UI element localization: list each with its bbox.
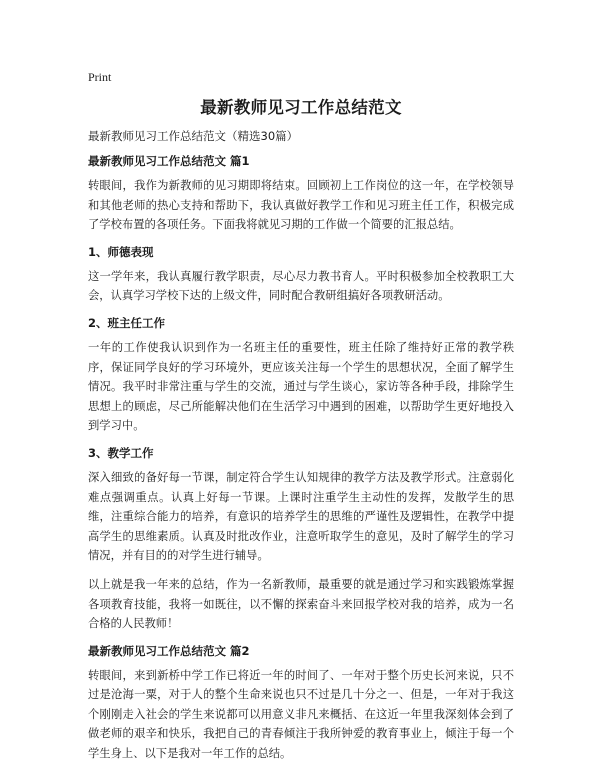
paragraph: 转眼间，来到新桥中学工作已将近一年的时间了、一年对于整个历史长河来说，只不过是沧海一粟，对于人的整个生命来说也只不过是几十分之一、但是，一年对于我这个刚刚走入社会的学生来说都可以用意义非凡来概括、在这近一年里我深刻体会到了做老师的艰辛和快乐，我把自己的青春倾注于我所钟爱的教育事业上，倾注于每一个学生身上、以下是我对一年工作的总结。	[88, 668, 514, 761]
paragraph: 转眼间，我作为新教师的见习期即将结束。回顾初上工作岗位的这一年，在学校领导和其他老师的热心支持和帮助下，我认真做好教学工作和见习班主任工作，积极完成了学校布置的各项任务。下面我将就见习期的工作做一个简要的汇报总结。	[88, 179, 514, 232]
section-heading: 2、班主任工作	[88, 315, 166, 330]
section-heading: 3、教学工作	[88, 445, 154, 460]
paragraph: 以上就是我一年来的总结，作为一名新教师，最重要的就是通过学习和实践锻炼掌握各项教育技能，我将一如既往，以不懈的探索奋斗来回报学校对我的培养，成为一名合格的人民教师！	[88, 577, 514, 631]
section-heading: 最新教师见习工作总结范文 篇2	[88, 643, 250, 658]
section-heading: 1、师德表现	[88, 244, 154, 259]
document-title: 最新教师见习工作总结范文	[200, 98, 402, 117]
paragraph: 一年的工作使我认识到作为一名班主任的重要性，班主任除了维持好正常的教学秩序，保证同学良好的学习环境外，更应该关注每一个学生的思想状况，全面了解学生情况。我平时非常注重与学生的交流，通过与学生谈心，家访等各种手段，排除学生思想上的顾虑，尽己所能解决他们在生活学习中遇到的困难，以帮助学生更好地投入到学习中。	[88, 340, 514, 433]
paragraph: 深入细致的备好每一节课，制定符合学生认知规律的教学方法及教学形式。注意弱化难点强调重点。认真上好每一节课。上课时注重学生主动性的发挥，发散学生的思维，注重综合能力的培养，有意识的培养学生的思维的严谨性及逻辑性，在教学中提高学生的思维素质。认真及时批改作业，注意听取学生的意见，及时了解学生的学习情况，并有目的的对学生进行辅导。	[88, 470, 514, 563]
section-heading: 最新教师见习工作总结范文 篇1	[88, 154, 250, 168]
document-body	[88, 153, 514, 764]
document-subtitle: 最新教师见习工作总结范文（精选30篇）	[88, 129, 299, 143]
paragraph: 这一学年来，我认真履行教学职责，尽心尽力教书育人。平时积极参加全校教职工大会，认真学习学校下达的上级文件，同时配合教研组搞好各项教研活动。	[88, 269, 514, 303]
print-link[interactable]: Print	[88, 70, 112, 84]
